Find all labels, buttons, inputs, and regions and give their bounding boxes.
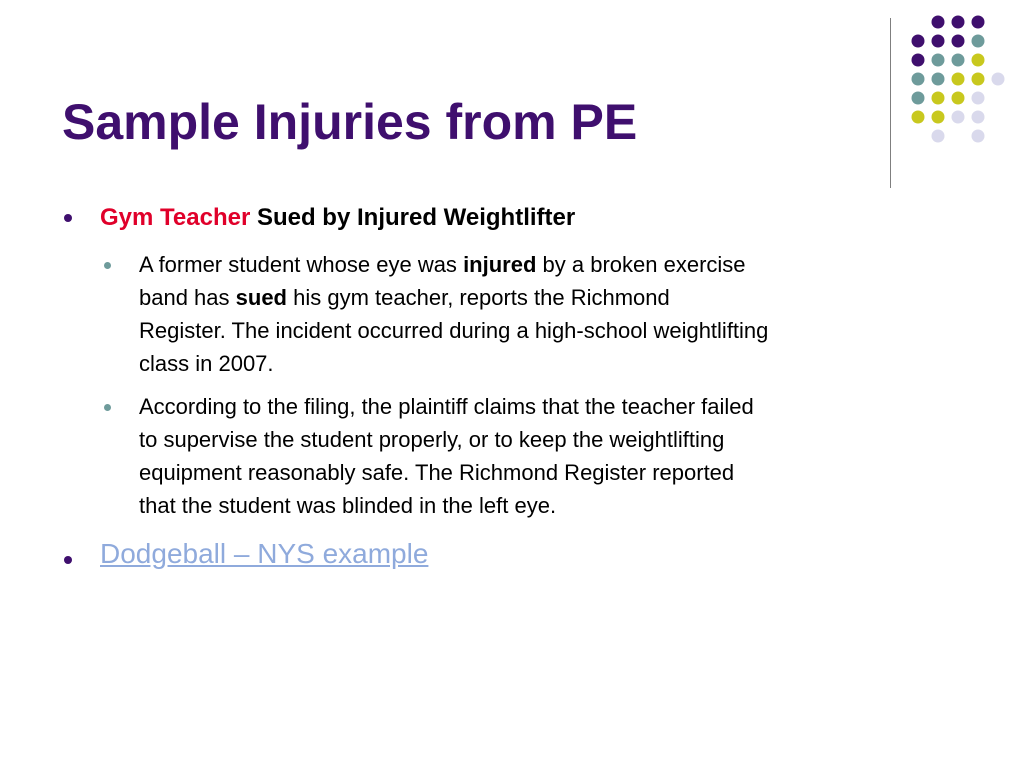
decorative-dot: [932, 35, 945, 48]
text-line: According to the filing, the plaintiff claims that the teacher failed: [139, 394, 754, 419]
text-line: that the student was blinded in the left eye.: [139, 493, 557, 518]
decorative-dot: [972, 35, 985, 48]
bullet-dot: [64, 556, 72, 564]
decorative-dot: [972, 130, 985, 143]
text-line: [139, 248, 969, 281]
text-run: A former student whose eye was: [139, 252, 464, 277]
bold-injured: injured: [463, 252, 537, 277]
decorative-dot: [952, 16, 965, 29]
decorative-dot: [952, 73, 965, 86]
sub-bullet-text: [139, 390, 969, 522]
text-line: Register. The incident occurred during a high-school weightlifting: [139, 318, 769, 343]
decorative-dot: [992, 73, 1005, 86]
decorative-dot: [972, 16, 985, 29]
decorative-dot: [952, 35, 965, 48]
decorative-dot: [932, 111, 945, 124]
decorative-dot: [912, 54, 925, 67]
decorative-dot: [912, 73, 925, 86]
heading-red-text: Gym Teacher: [100, 204, 251, 231]
text-line: class in 2007.: [139, 351, 274, 376]
decorative-dot: [952, 111, 965, 124]
decorative-dot: [972, 92, 985, 105]
decorative-dot: [932, 130, 945, 143]
text-line: to supervise the student properly, or to keep the weightlifting: [139, 427, 725, 452]
text-line: equipment reasonably safe. The Richmond Register reported: [139, 460, 735, 485]
bold-sued: sued: [235, 285, 287, 310]
bullet-dot: [64, 214, 72, 222]
text-run: his gym teacher, reports the Richmond: [287, 285, 670, 310]
decorative-dot: [912, 92, 925, 105]
heading-black-text: Sued by Injured Weightlifter: [250, 204, 576, 231]
bullet-link-item: [100, 537, 428, 571]
decorative-dot: [932, 73, 945, 86]
decorative-dot: [952, 92, 965, 105]
bullet-heading: [100, 203, 575, 233]
decorative-dot: [912, 35, 925, 48]
sub-bullet-dot: [104, 404, 111, 411]
title-divider-line: [890, 18, 891, 188]
sub-bullet-text: [139, 248, 969, 380]
decorative-dot: [952, 54, 965, 67]
decorative-dot: [972, 54, 985, 67]
decorative-dot: [932, 16, 945, 29]
dodgeball-link[interactable]: Dodgeball – NYS example: [100, 538, 429, 569]
sub-bullet-dot: [104, 262, 111, 269]
decorative-dot: [912, 111, 925, 124]
decorative-dot: [932, 92, 945, 105]
text-line: [139, 281, 969, 314]
decorative-dot: [932, 54, 945, 67]
text-run: band has: [139, 285, 236, 310]
text-run: by a broken exercise: [536, 252, 746, 277]
slide-title: Sample Injuries from PE: [62, 94, 638, 150]
decorative-dot: [972, 73, 985, 86]
decorative-dot: [972, 111, 985, 124]
